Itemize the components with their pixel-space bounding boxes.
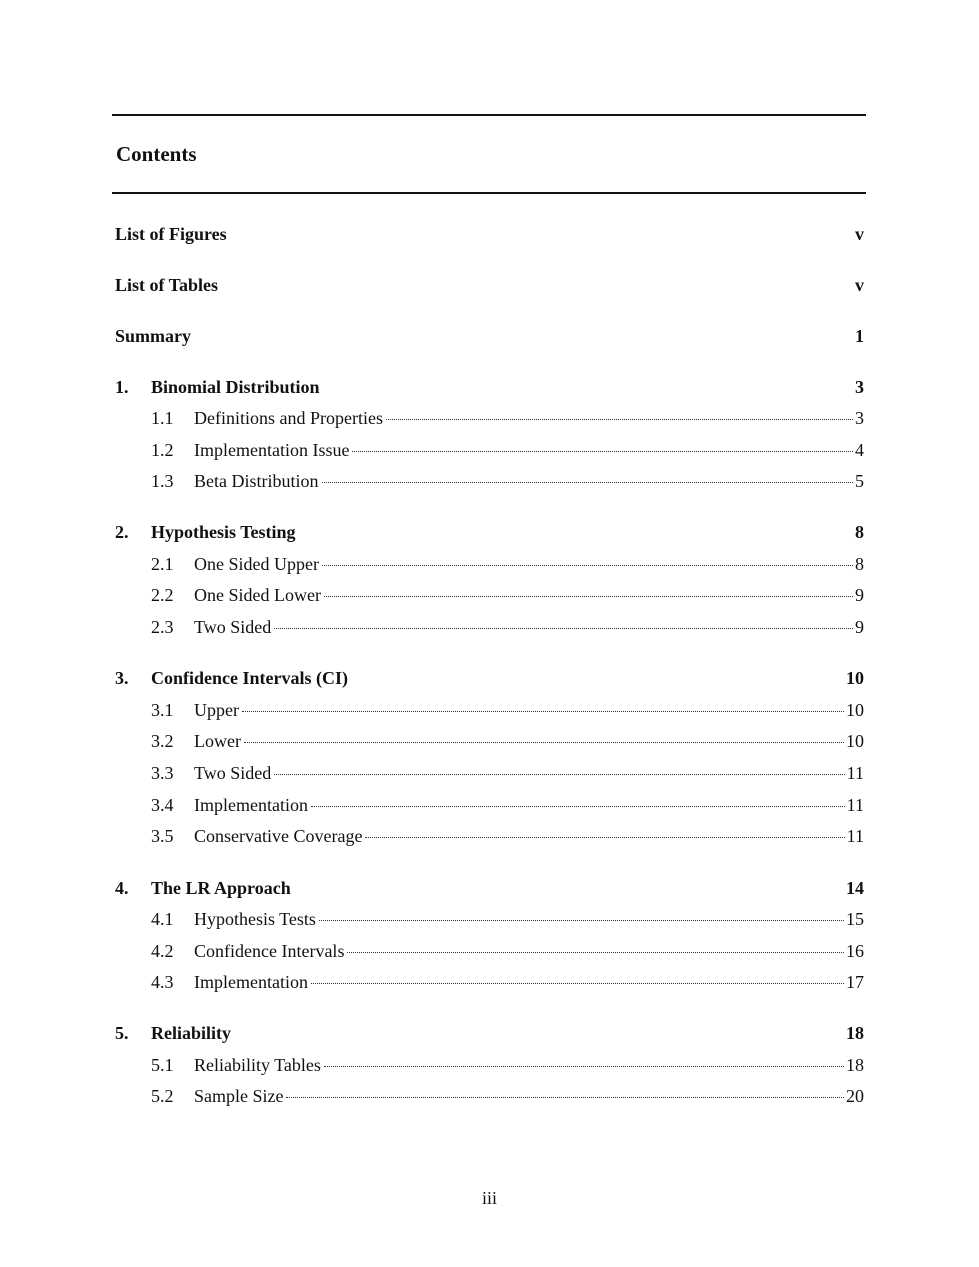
toc-chapter-2[interactable] [115,522,864,544]
chapter-title: Confidence Intervals (CI) [151,668,348,688]
section-page: 11 [846,826,864,846]
section-page: 20 [846,1086,864,1106]
dot-leader [286,1097,844,1098]
chapter-page: 10 [846,668,864,688]
dot-leader [386,419,853,420]
toc-section-2-1[interactable] [151,554,864,576]
toc-entry-label: Summary [115,326,191,346]
chapter-page: 18 [846,1023,864,1043]
dot-leader [322,565,853,566]
dot-leader [352,451,853,452]
section-title: Reliability Tables [194,1055,321,1075]
toc-chapter-1[interactable] [115,377,864,399]
toc-section-5-2[interactable] [151,1086,864,1108]
section-page: 3 [855,408,864,428]
dot-leader [244,742,844,743]
section-title: Confidence Intervals [194,941,345,961]
toc-entry-label: List of Figures [115,224,227,244]
section-title: Conservative Coverage [194,826,363,846]
section-title: Two Sided [194,617,272,637]
section-page: 16 [846,941,864,961]
section-number: 3.4 [151,795,174,815]
toc-section-5-1[interactable] [151,1055,864,1077]
section-page: 10 [846,731,864,751]
toc-section-4-2[interactable] [151,941,864,963]
section-number: 1.1 [151,408,174,428]
dot-leader [365,837,844,838]
toc-section-1-3[interactable] [151,471,864,493]
dot-leader [324,1066,844,1067]
toc-entry-page: 1 [855,326,864,346]
toc-section-1-1[interactable] [151,408,864,430]
section-number: 3.3 [151,763,174,783]
chapter-title: The LR Approach [151,878,291,898]
toc-section-4-1[interactable] [151,909,864,931]
toc-section-3-2[interactable] [151,731,864,753]
dot-leader [347,952,844,953]
section-number: 4.2 [151,941,174,961]
section-number: 4.3 [151,972,174,992]
section-number: 5.2 [151,1086,174,1106]
chapter-number: 4. [115,878,129,898]
dot-leader [311,806,845,807]
section-number: 5.1 [151,1055,174,1075]
toc-entry-page: v [855,275,864,295]
section-title: Implementation [194,972,308,992]
section-title: Upper [194,700,239,720]
chapter-number: 5. [115,1023,129,1043]
section-title: Sample Size [194,1086,284,1106]
toc-section-3-1[interactable] [151,700,864,722]
section-title: Hypothesis Tests [194,909,316,929]
section-title: Definitions and Properties [194,408,383,428]
section-title: One Sided Lower [194,585,321,605]
section-page: 11 [846,763,864,783]
toc-chapter-5[interactable] [115,1023,864,1045]
section-page: 15 [846,909,864,929]
toc-chapter-3[interactable] [115,668,864,690]
toc-entry-summary[interactable] [115,326,864,348]
toc-section-3-5[interactable] [151,826,864,848]
section-page: 11 [846,795,864,815]
section-title: Implementation [194,795,308,815]
dot-leader [311,983,844,984]
dot-leader [324,596,853,597]
section-number: 2.1 [151,554,174,574]
chapter-page: 3 [855,377,864,397]
chapter-title: Hypothesis Testing [151,522,296,542]
section-page: 9 [855,617,864,637]
toc-entry-label: List of Tables [115,275,219,295]
section-number: 3.2 [151,731,174,751]
section-title: Two Sided [194,763,272,783]
section-title: Beta Distribution [194,471,319,491]
toc-section-2-2[interactable] [151,585,864,607]
chapter-title: Binomial Distribution [151,377,320,397]
section-number: 1.2 [151,440,174,460]
page-title: Contents [116,142,197,166]
section-page: 18 [846,1055,864,1075]
dot-leader [274,774,844,775]
section-page: 8 [855,554,864,574]
toc-section-2-3[interactable] [151,617,864,639]
chapter-page: 14 [846,878,864,898]
toc-entry-page: v [855,224,864,244]
toc-section-4-3[interactable] [151,972,864,994]
section-number: 3.1 [151,700,174,720]
toc-entry-list-of-tables[interactable] [115,275,864,297]
section-page: 17 [846,972,864,992]
section-page: 10 [846,700,864,720]
section-title: One Sided Upper [194,554,319,574]
dot-leader [242,711,844,712]
toc-section-3-4[interactable] [151,795,864,817]
section-page: 5 [855,471,864,491]
section-number: 2.2 [151,585,174,605]
section-number: 3.5 [151,826,174,846]
top-rule [112,114,866,116]
section-page: 9 [855,585,864,605]
toc-section-3-3[interactable] [151,763,864,785]
section-page: 4 [855,440,864,460]
chapter-title: Reliability [151,1023,231,1043]
dot-leader [274,628,853,629]
section-number: 4.1 [151,909,174,929]
page-number: iii [481,1188,497,1208]
title-rule [112,192,866,194]
toc-entry-list-of-figures[interactable] [115,224,864,246]
section-number: 1.3 [151,471,174,491]
chapter-number: 2. [115,522,129,542]
section-number: 2.3 [151,617,174,637]
dot-leader [322,482,854,483]
section-title: Implementation Issue [194,440,350,460]
toc-section-1-2[interactable] [151,440,864,462]
section-title: Lower [194,731,241,751]
chapter-page: 8 [855,522,864,542]
chapter-number: 1. [115,377,129,397]
dot-leader [319,920,844,921]
chapter-number: 3. [115,668,129,688]
toc-chapter-4[interactable] [115,878,864,900]
